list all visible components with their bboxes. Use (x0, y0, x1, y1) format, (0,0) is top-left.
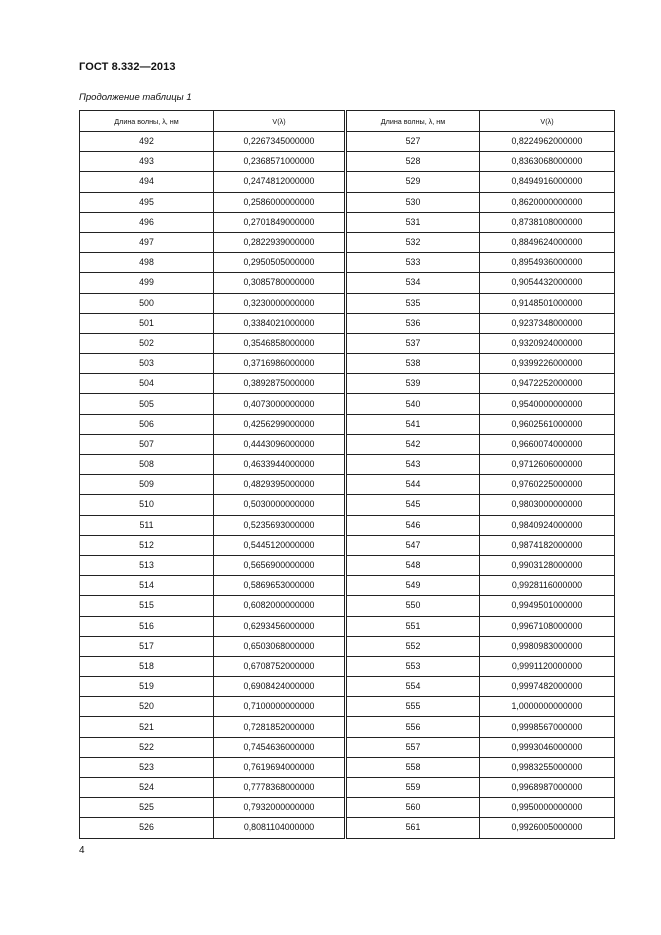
table-row (80, 495, 615, 515)
table-row (80, 455, 615, 475)
wavelength-cell: 498 (80, 253, 214, 273)
v-lambda-cell: 0,8224962000000 (480, 132, 615, 152)
wavelength-cell: 523 (80, 757, 214, 777)
wavelength-cell: 547 (346, 535, 480, 555)
v-lambda-cell: 0,9540000000000 (480, 394, 615, 414)
v-lambda-cell: 0,9998567000000 (480, 717, 615, 737)
table-row (80, 596, 615, 616)
v-lambda-cell: 0,5445120000000 (214, 535, 346, 555)
v-lambda-cell: 0,4829395000000 (214, 475, 346, 495)
v-lambda-cell: 0,7281852000000 (214, 717, 346, 737)
v-lambda-cell: 0,4633944000000 (214, 455, 346, 475)
v-lambda-cell: 0,9148501000000 (480, 293, 615, 313)
v-lambda-cell: 0,8363068000000 (480, 152, 615, 172)
column-header-v-lambda: V(λ) (480, 111, 615, 132)
wavelength-cell: 552 (346, 636, 480, 656)
v-lambda-cell: 0,5656900000000 (214, 555, 346, 575)
wavelength-cell: 499 (80, 273, 214, 293)
column-header-v-lambda: V(λ) (214, 111, 346, 132)
wavelength-cell: 521 (80, 717, 214, 737)
v-lambda-cell: 0,6708752000000 (214, 656, 346, 676)
v-lambda-cell: 0,9993046000000 (480, 737, 615, 757)
v-lambda-cell: 0,7932000000000 (214, 798, 346, 818)
wavelength-cell: 557 (346, 737, 480, 757)
table-row (80, 253, 615, 273)
wavelength-cell: 515 (80, 596, 214, 616)
wavelength-cell: 536 (346, 313, 480, 333)
wavelength-cell: 492 (80, 132, 214, 152)
v-lambda-cell: 0,2474812000000 (214, 172, 346, 192)
v-lambda-cell: 0,2701849000000 (214, 212, 346, 232)
data-table-container (79, 110, 614, 839)
wavelength-cell: 544 (346, 475, 480, 495)
v-lambda-cell: 0,9712606000000 (480, 455, 615, 475)
wavelength-cell: 549 (346, 576, 480, 596)
wavelength-table (79, 110, 615, 839)
wavelength-cell: 535 (346, 293, 480, 313)
table-caption: Продолжение таблицы 1 (79, 92, 192, 103)
table-row (80, 656, 615, 676)
table-row (80, 374, 615, 394)
table-row (80, 717, 615, 737)
v-lambda-cell: 0,8849624000000 (480, 232, 615, 252)
v-lambda-cell: 0,9602561000000 (480, 414, 615, 434)
v-lambda-cell: 0,9980983000000 (480, 636, 615, 656)
v-lambda-cell: 0,5030000000000 (214, 495, 346, 515)
table-row (80, 132, 615, 152)
wavelength-cell: 542 (346, 434, 480, 454)
wavelength-cell: 497 (80, 232, 214, 252)
v-lambda-cell: 0,2586000000000 (214, 192, 346, 212)
wavelength-cell: 532 (346, 232, 480, 252)
wavelength-cell: 513 (80, 555, 214, 575)
table-row (80, 475, 615, 495)
v-lambda-cell: 0,9903128000000 (480, 555, 615, 575)
wavelength-cell: 493 (80, 152, 214, 172)
v-lambda-cell: 0,9926005000000 (480, 818, 615, 838)
table-row (80, 616, 615, 636)
table-row (80, 778, 615, 798)
v-lambda-cell: 0,9991120000000 (480, 656, 615, 676)
wavelength-cell: 545 (346, 495, 480, 515)
wavelength-cell: 529 (346, 172, 480, 192)
v-lambda-cell: 0,7619694000000 (214, 757, 346, 777)
column-header-wavelength: Длина волны, λ, нм (346, 111, 480, 132)
table-row (80, 677, 615, 697)
wavelength-cell: 538 (346, 354, 480, 374)
wavelength-cell: 556 (346, 717, 480, 737)
v-lambda-cell: 0,9950000000000 (480, 798, 615, 818)
v-lambda-cell: 0,6908424000000 (214, 677, 346, 697)
wavelength-cell: 561 (346, 818, 480, 838)
v-lambda-cell: 0,5869653000000 (214, 576, 346, 596)
wavelength-cell: 494 (80, 172, 214, 192)
wavelength-cell: 505 (80, 394, 214, 414)
v-lambda-cell: 0,7100000000000 (214, 697, 346, 717)
v-lambda-cell: 0,2368571000000 (214, 152, 346, 172)
wavelength-cell: 526 (80, 818, 214, 838)
v-lambda-cell: 0,6293456000000 (214, 616, 346, 636)
wavelength-cell: 543 (346, 455, 480, 475)
wavelength-cell: 517 (80, 636, 214, 656)
table-header-row (80, 111, 615, 132)
wavelength-cell: 525 (80, 798, 214, 818)
v-lambda-cell: 0,9874182000000 (480, 535, 615, 555)
wavelength-cell: 548 (346, 555, 480, 575)
v-lambda-cell: 0,9968987000000 (480, 778, 615, 798)
wavelength-cell: 504 (80, 374, 214, 394)
table-row (80, 293, 615, 313)
wavelength-cell: 546 (346, 515, 480, 535)
wavelength-cell: 514 (80, 576, 214, 596)
wavelength-cell: 541 (346, 414, 480, 434)
v-lambda-cell: 0,9803000000000 (480, 495, 615, 515)
wavelength-cell: 555 (346, 697, 480, 717)
table-row (80, 354, 615, 374)
table-row (80, 636, 615, 656)
v-lambda-cell: 0,8620000000000 (480, 192, 615, 212)
v-lambda-cell: 0,6503068000000 (214, 636, 346, 656)
table-row (80, 434, 615, 454)
wavelength-cell: 496 (80, 212, 214, 232)
wavelength-cell: 519 (80, 677, 214, 697)
v-lambda-cell: 0,8081104000000 (214, 818, 346, 838)
v-lambda-cell: 0,7778368000000 (214, 778, 346, 798)
v-lambda-cell: 0,8494916000000 (480, 172, 615, 192)
table-row (80, 697, 615, 717)
v-lambda-cell: 0,3230000000000 (214, 293, 346, 313)
table-row (80, 394, 615, 414)
table-row (80, 818, 615, 838)
wavelength-cell: 501 (80, 313, 214, 333)
table-row (80, 333, 615, 353)
v-lambda-cell: 0,9949501000000 (480, 596, 615, 616)
v-lambda-cell: 0,9840924000000 (480, 515, 615, 535)
v-lambda-cell: 0,9928116000000 (480, 576, 615, 596)
wavelength-cell: 503 (80, 354, 214, 374)
table-row (80, 798, 615, 818)
v-lambda-cell: 0,9399226000000 (480, 354, 615, 374)
wavelength-cell: 506 (80, 414, 214, 434)
wavelength-cell: 510 (80, 495, 214, 515)
v-lambda-cell: 0,9967108000000 (480, 616, 615, 636)
wavelength-cell: 507 (80, 434, 214, 454)
wavelength-cell: 520 (80, 697, 214, 717)
table-row (80, 515, 615, 535)
table-row (80, 313, 615, 333)
wavelength-cell: 509 (80, 475, 214, 495)
v-lambda-cell: 0,9983255000000 (480, 757, 615, 777)
wavelength-cell: 551 (346, 616, 480, 636)
v-lambda-cell: 0,9054432000000 (480, 273, 615, 293)
wavelength-cell: 553 (346, 656, 480, 676)
wavelength-cell: 516 (80, 616, 214, 636)
wavelength-cell: 537 (346, 333, 480, 353)
table-row (80, 232, 615, 252)
table-row (80, 152, 615, 172)
table-row (80, 273, 615, 293)
wavelength-cell: 530 (346, 192, 480, 212)
v-lambda-cell: 0,9237348000000 (480, 313, 615, 333)
wavelength-cell: 527 (346, 132, 480, 152)
document-standard-title: ГОСТ 8.332—2013 (79, 61, 176, 73)
v-lambda-cell: 0,5235693000000 (214, 515, 346, 535)
v-lambda-cell: 0,3892875000000 (214, 374, 346, 394)
v-lambda-cell: 0,9997482000000 (480, 677, 615, 697)
v-lambda-cell: 0,4073000000000 (214, 394, 346, 414)
wavelength-cell: 534 (346, 273, 480, 293)
wavelength-cell: 495 (80, 192, 214, 212)
table-row (80, 414, 615, 434)
v-lambda-cell: 0,2950505000000 (214, 253, 346, 273)
v-lambda-cell: 0,8954936000000 (480, 253, 615, 273)
wavelength-cell: 500 (80, 293, 214, 313)
wavelength-cell: 512 (80, 535, 214, 555)
column-header-wavelength: Длина волны, λ, нм (80, 111, 214, 132)
wavelength-cell: 518 (80, 656, 214, 676)
wavelength-cell: 533 (346, 253, 480, 273)
table-row (80, 737, 615, 757)
v-lambda-cell: 1,0000000000000 (480, 697, 615, 717)
v-lambda-cell: 0,9760225000000 (480, 475, 615, 495)
wavelength-cell: 511 (80, 515, 214, 535)
wavelength-cell: 558 (346, 757, 480, 777)
v-lambda-cell: 0,4256299000000 (214, 414, 346, 434)
v-lambda-cell: 0,2267345000000 (214, 132, 346, 152)
wavelength-cell: 531 (346, 212, 480, 232)
wavelength-cell: 539 (346, 374, 480, 394)
v-lambda-cell: 0,3546858000000 (214, 333, 346, 353)
table-row (80, 535, 615, 555)
wavelength-cell: 554 (346, 677, 480, 697)
table-row (80, 757, 615, 777)
wavelength-cell: 560 (346, 798, 480, 818)
v-lambda-cell: 0,9320924000000 (480, 333, 615, 353)
wavelength-cell: 522 (80, 737, 214, 757)
v-lambda-cell: 0,4443096000000 (214, 434, 346, 454)
v-lambda-cell: 0,9660074000000 (480, 434, 615, 454)
page-number: 4 (79, 845, 85, 856)
wavelength-cell: 540 (346, 394, 480, 414)
table-row (80, 212, 615, 232)
table-body (80, 132, 615, 839)
v-lambda-cell: 0,3085780000000 (214, 273, 346, 293)
wavelength-cell: 502 (80, 333, 214, 353)
wavelength-cell: 528 (346, 152, 480, 172)
table-row (80, 192, 615, 212)
v-lambda-cell: 0,7454636000000 (214, 737, 346, 757)
table-row (80, 555, 615, 575)
wavelength-cell: 508 (80, 455, 214, 475)
wavelength-cell: 524 (80, 778, 214, 798)
v-lambda-cell: 0,8738108000000 (480, 212, 615, 232)
wavelength-cell: 550 (346, 596, 480, 616)
wavelength-cell: 559 (346, 778, 480, 798)
v-lambda-cell: 0,6082000000000 (214, 596, 346, 616)
v-lambda-cell: 0,3716986000000 (214, 354, 346, 374)
v-lambda-cell: 0,3384021000000 (214, 313, 346, 333)
table-row (80, 576, 615, 596)
v-lambda-cell: 0,9472252000000 (480, 374, 615, 394)
table-row (80, 172, 615, 192)
v-lambda-cell: 0,2822939000000 (214, 232, 346, 252)
